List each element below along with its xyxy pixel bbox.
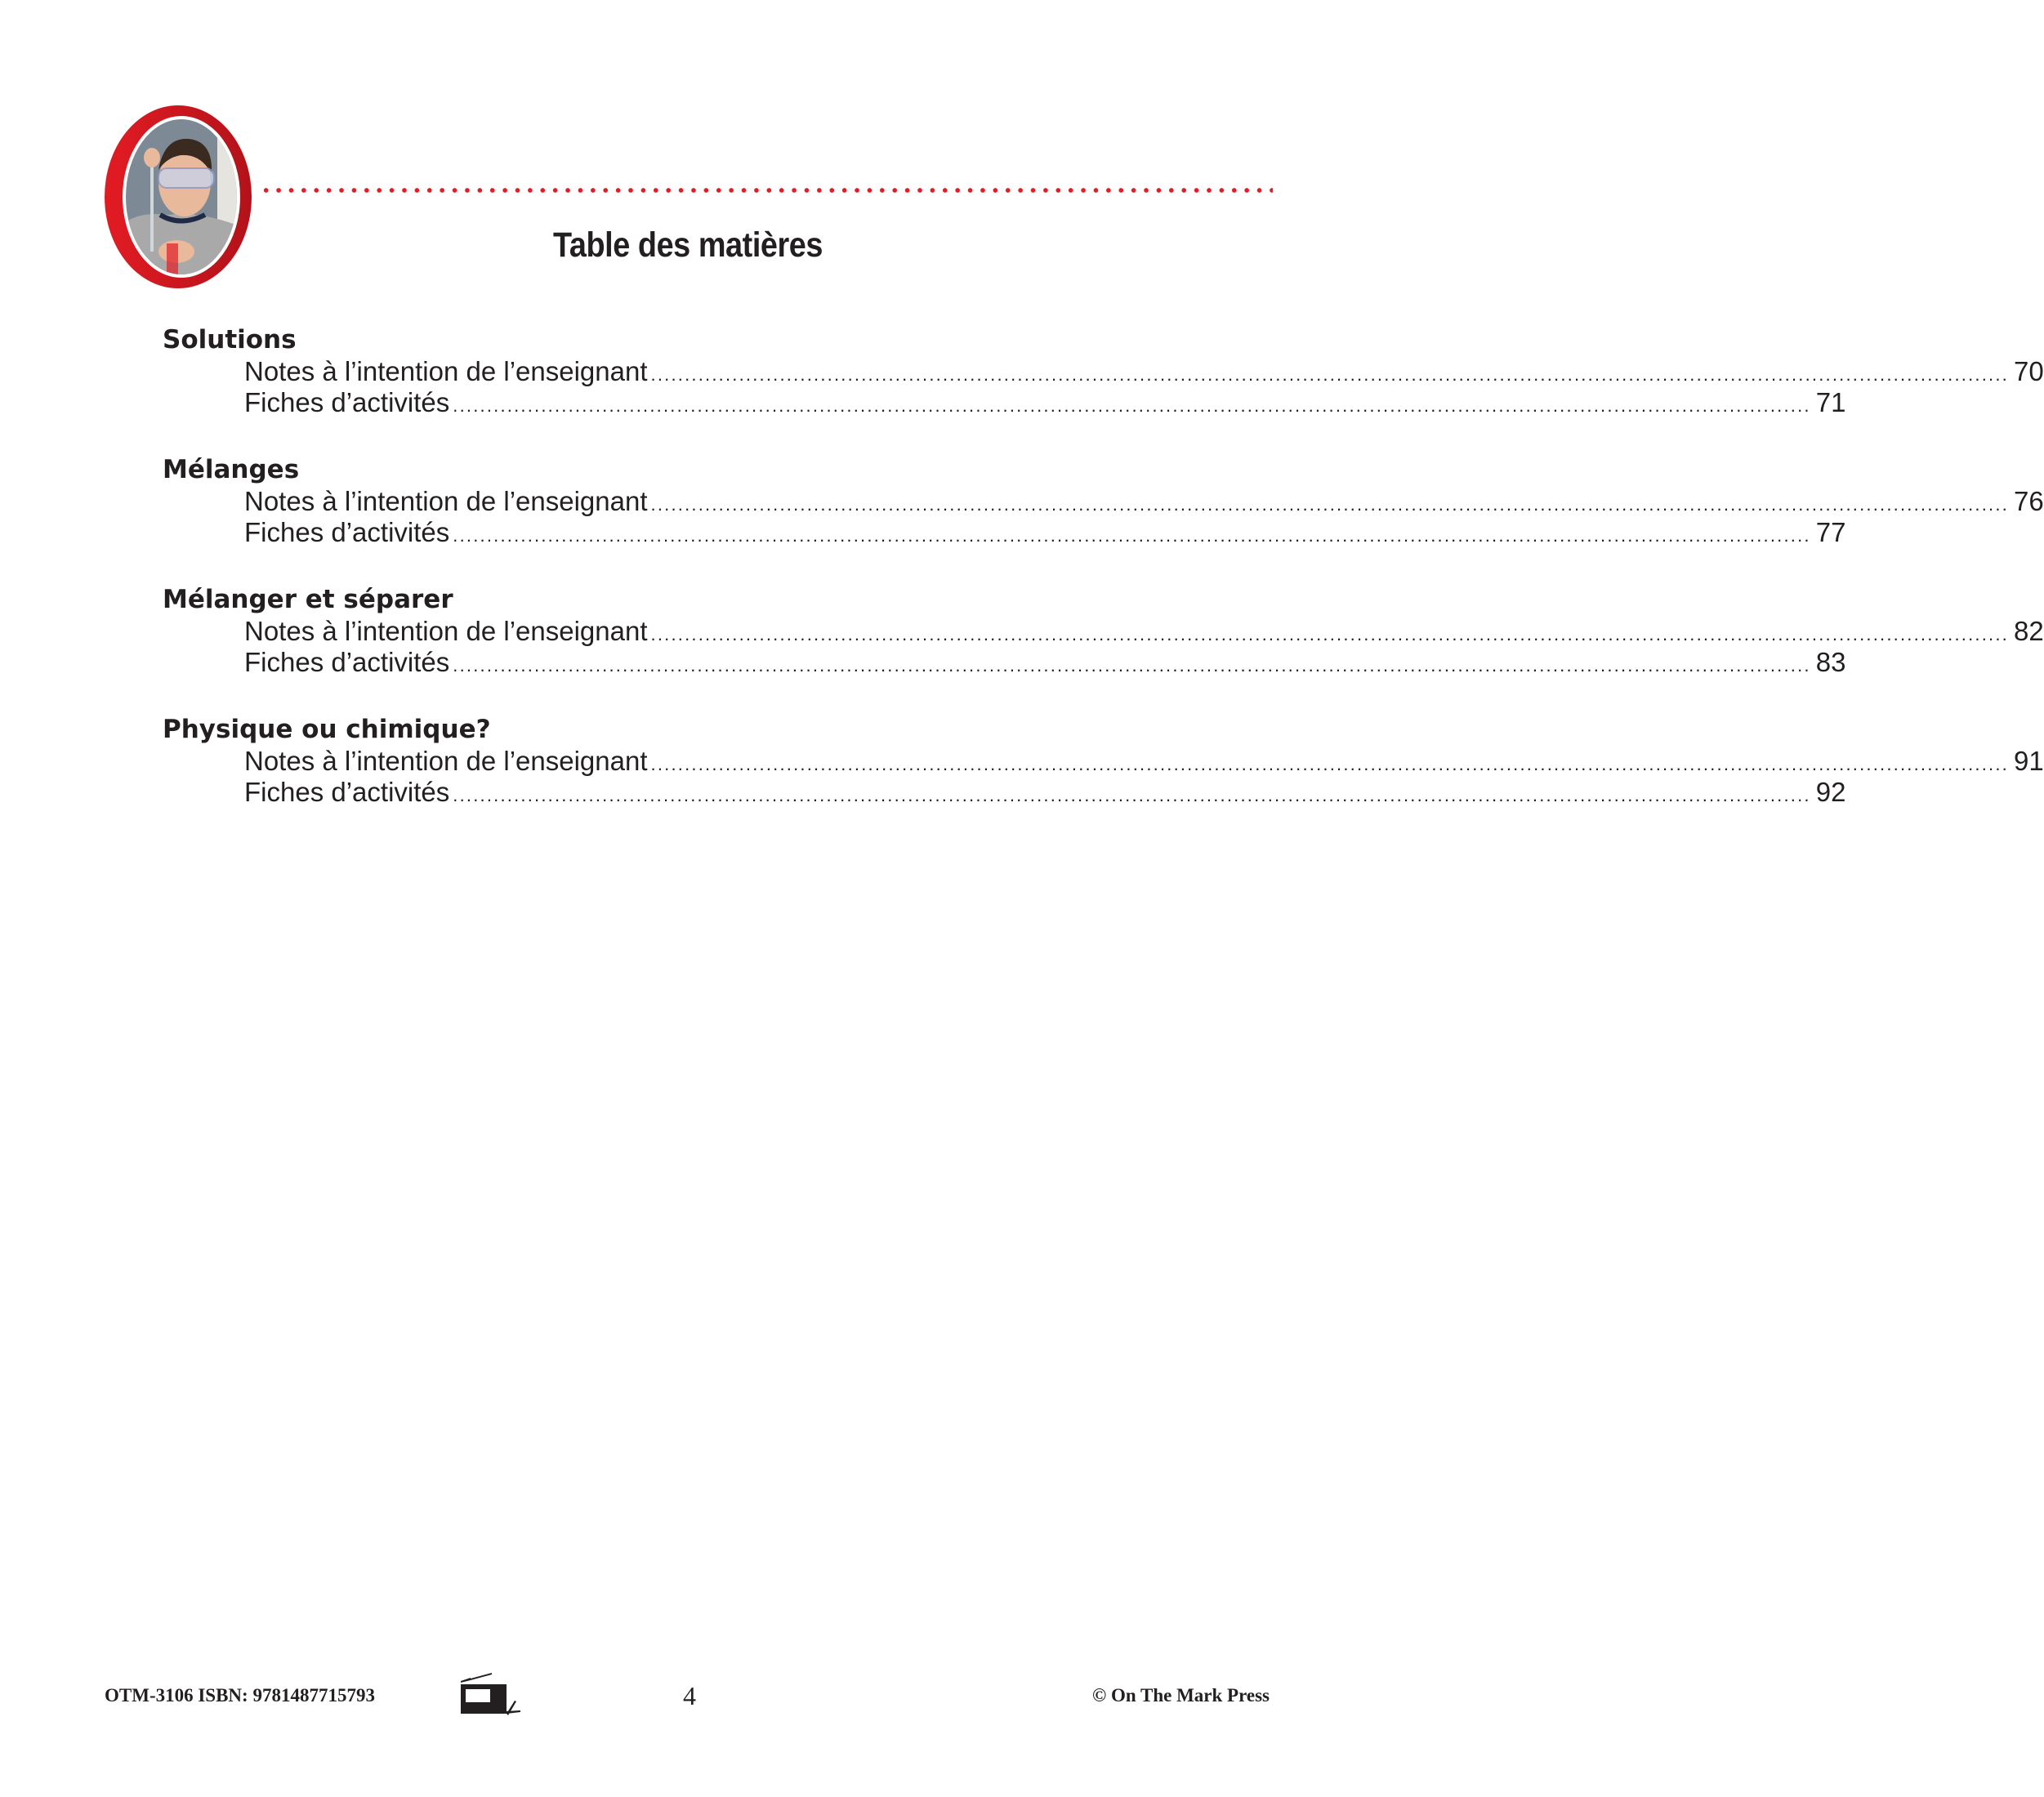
photocopier-icon xyxy=(459,1674,541,1715)
entry-label: Notes à l’intention de l’enseignant xyxy=(244,746,648,776)
entry-page-number: 70 xyxy=(2013,356,2044,386)
dot-leader: ........................................................................................................................................................................................................ xyxy=(650,754,2009,774)
section-heading: Solutions xyxy=(163,325,297,354)
toc-entry[interactable] xyxy=(244,387,1846,418)
entry-label: Notes à l’intention de l’enseignant xyxy=(244,356,648,386)
toc-section xyxy=(163,453,2044,548)
dot-leader: ........................................................................................................................................................................................................ xyxy=(453,785,1811,805)
dot-leader: ........................................................................................................................................................................................................ xyxy=(650,494,2009,515)
dot-leader: ........................................................................................................................................................................................................ xyxy=(453,525,1811,546)
toc-entry[interactable] xyxy=(244,356,2044,387)
entry-label: Fiches d’activités xyxy=(244,517,450,547)
entry-label: Fiches d’activités xyxy=(244,777,450,807)
dot-leader: ........................................................................................................................................................................................................ xyxy=(650,624,2009,644)
entry-label: Notes à l’intention de l’enseignant xyxy=(244,616,648,646)
section-heading: Mélanger et séparer xyxy=(163,585,453,614)
footer-code-isbn: OTM-3106 ISBN: 9781487715793 xyxy=(105,1685,375,1706)
toc-entry[interactable] xyxy=(244,647,1846,678)
dot-leader: ........................................................................................................................................................................................................ xyxy=(453,395,1811,416)
toc-section xyxy=(163,713,2044,808)
toc-entry[interactable] xyxy=(244,777,1846,808)
entry-label: Fiches d’activités xyxy=(244,647,450,677)
footer-copyright: © On The Mark Press xyxy=(1092,1685,1270,1706)
entry-label: Fiches d’activités xyxy=(244,387,450,417)
toc-entry[interactable] xyxy=(244,517,1846,548)
table-of-contents xyxy=(163,323,2044,843)
dotted-divider xyxy=(260,186,1273,194)
entry-page-number: 82 xyxy=(2013,616,2044,646)
entry-page-number: 92 xyxy=(1815,777,1846,807)
section-heading: Mélanges xyxy=(163,455,300,484)
page-title: Table des matières xyxy=(553,225,823,265)
entry-page-number: 77 xyxy=(1815,517,1846,547)
section-heading: Physique ou chimique? xyxy=(163,715,491,744)
entry-page-number: 76 xyxy=(2013,486,2044,516)
toc-section xyxy=(163,323,2044,418)
toc-entry[interactable] xyxy=(244,616,2044,647)
entry-page-number: 71 xyxy=(1815,387,1846,417)
toc-entry[interactable] xyxy=(244,746,2044,777)
entry-page-number: 83 xyxy=(1815,647,1846,677)
page-number: 4 xyxy=(683,1681,696,1710)
toc-entry[interactable] xyxy=(244,486,2044,517)
dot-leader: ........................................................................................................................................................................................................ xyxy=(453,655,1811,676)
entry-page-number: 91 xyxy=(2013,746,2044,776)
entry-label: Notes à l’intention de l’enseignant xyxy=(244,486,648,516)
dot-leader: ........................................................................................................................................................................................................ xyxy=(650,364,2009,385)
toc-section xyxy=(163,583,2044,678)
